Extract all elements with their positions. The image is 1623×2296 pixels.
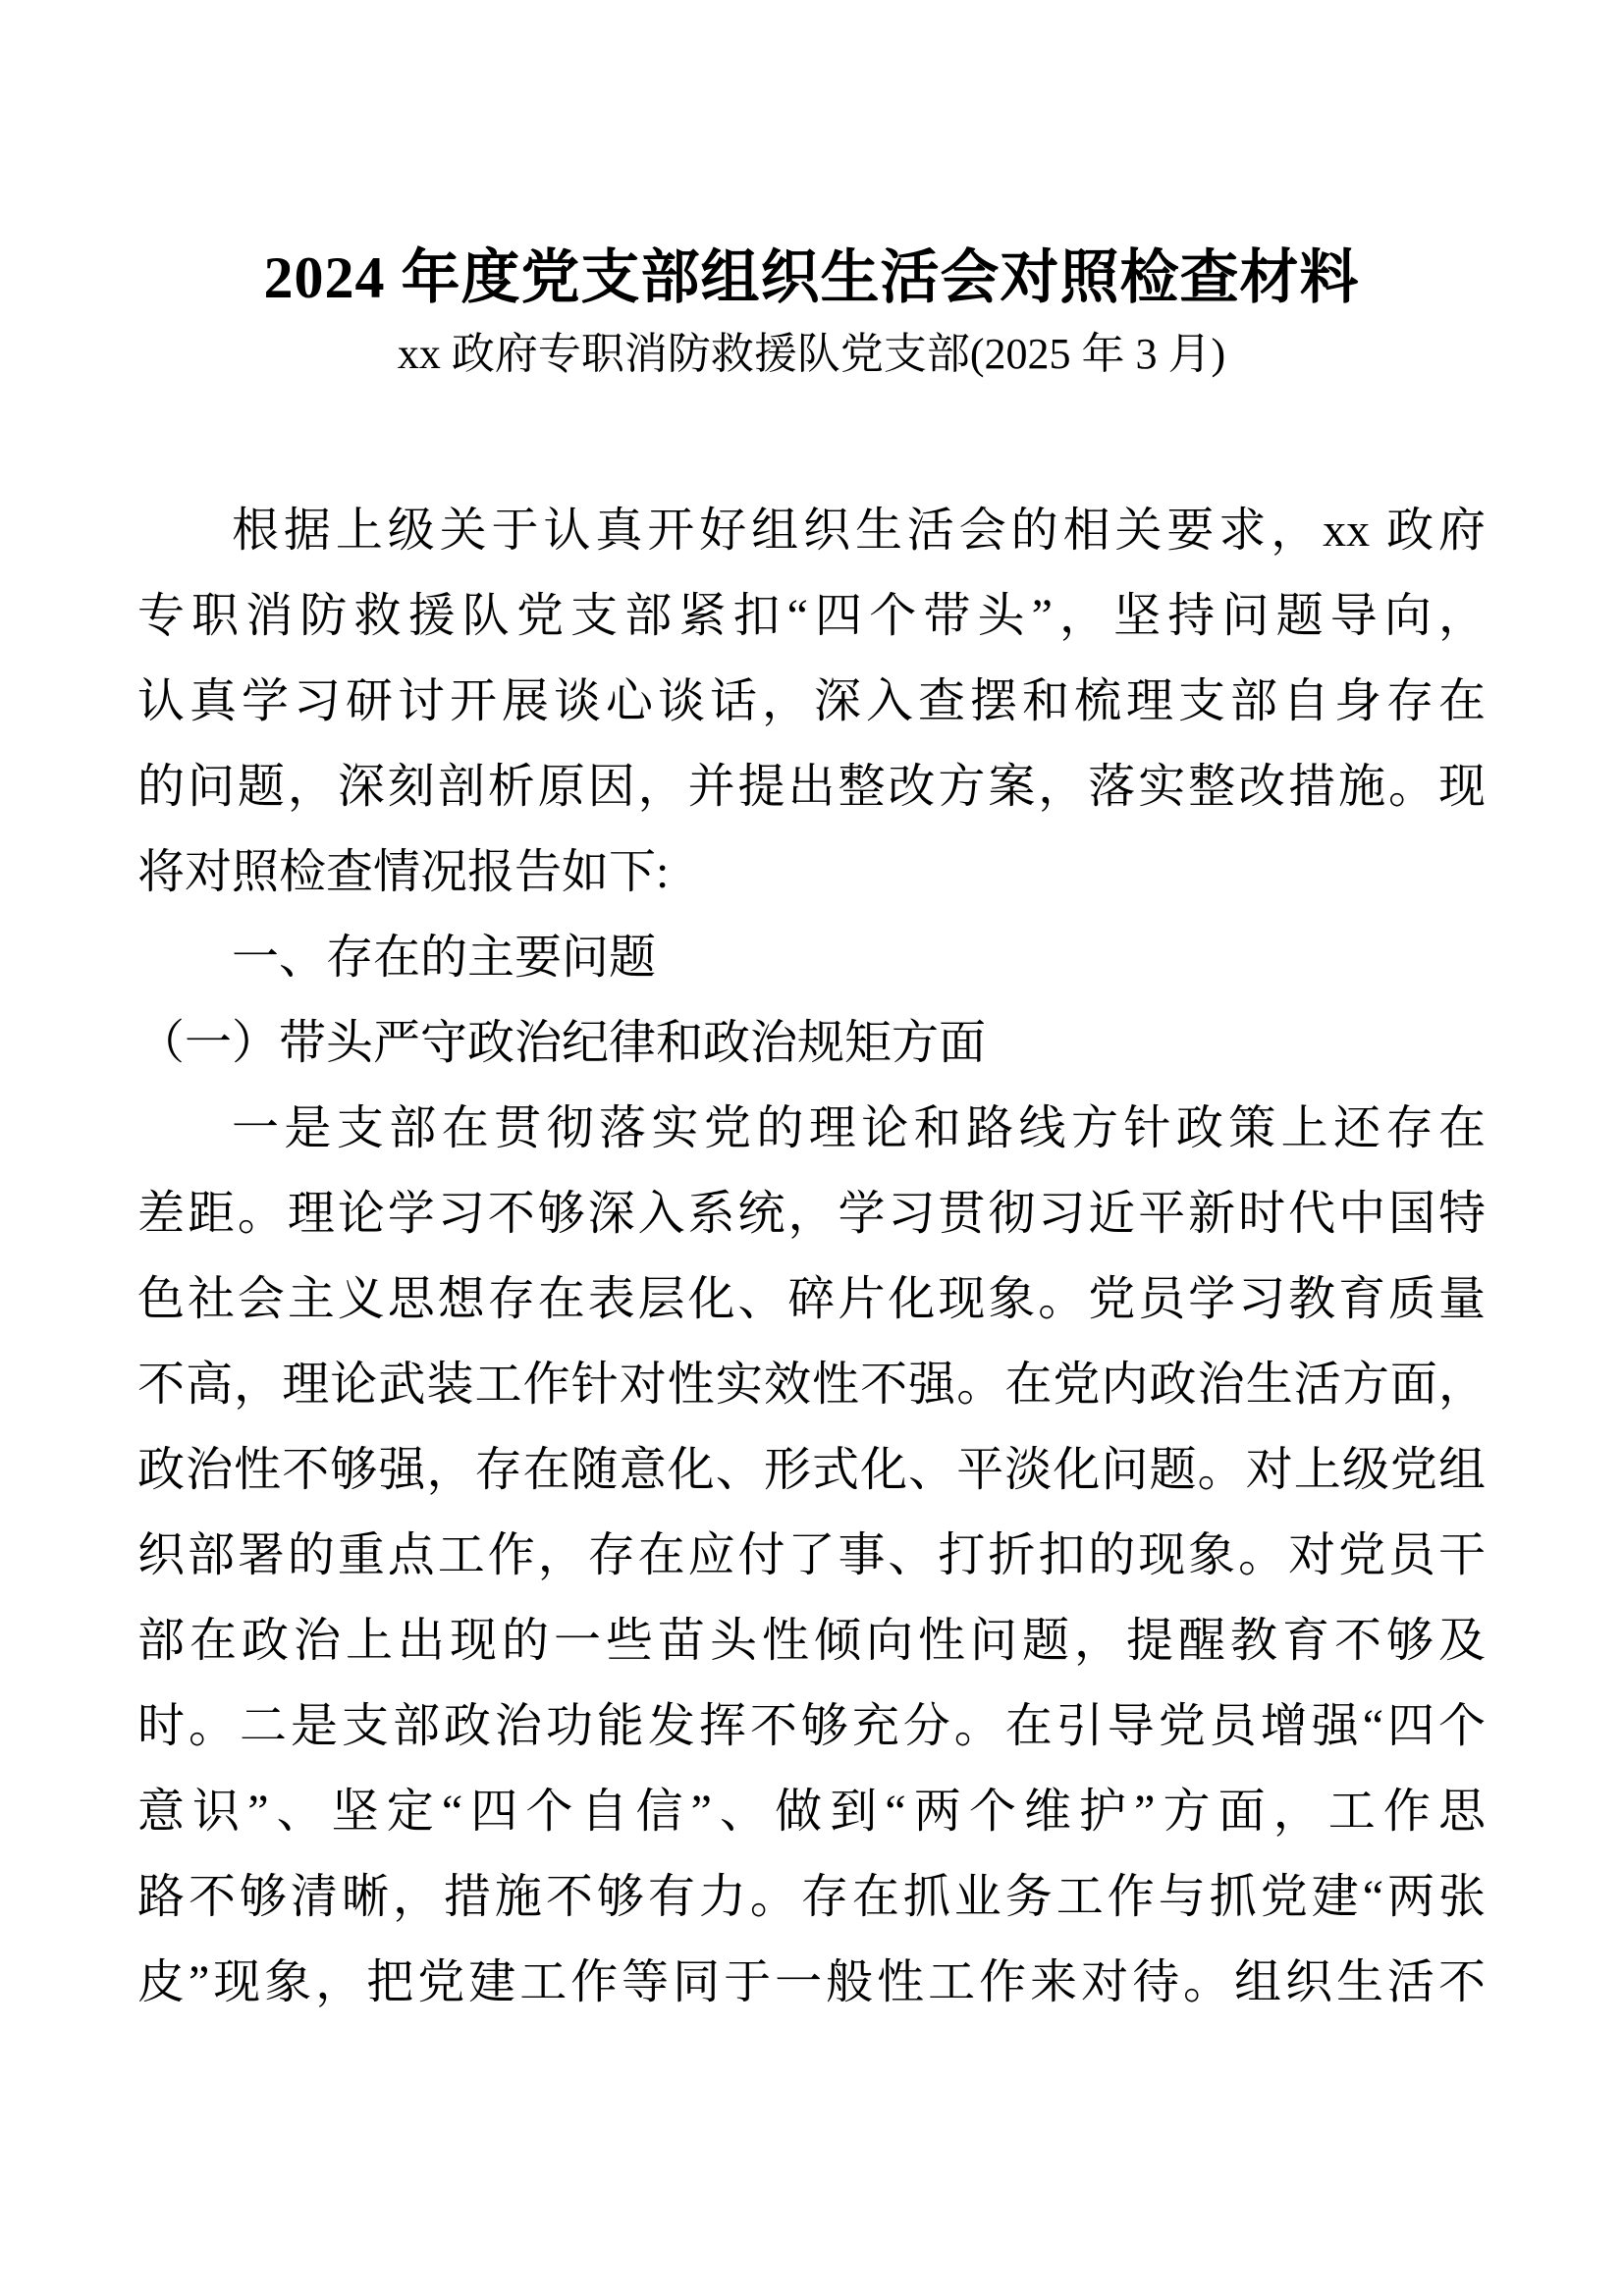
body-line: 根据上级关于认真开好组织生活会的相关要求，xx 政府 — [232, 505, 1486, 557]
body-line: 皮”现象，把党建工作等同于一般性工作来对待。组织生活不 — [137, 1956, 1486, 2008]
body-line: 的问题，深刻剖析原因，并提出整改方案，落实整改措施。现 — [137, 761, 1486, 813]
body-line: 差距。理论学习不够深入系统，学习贯彻习近平新时代中国特 — [137, 1188, 1486, 1240]
body-line: 织部署的重点工作，存在应付了事、打折扣的现象。对党员干 — [137, 1529, 1486, 1581]
document-subtitle: xx 政府专职消防救援队党支部(2025 年 3 月) — [397, 330, 1226, 378]
body-line: 色社会主义思想存在表层化、碎片化现象。党员学习教育质量 — [137, 1273, 1486, 1325]
body-line: 意识”、坚定“四个自信”、做到“两个维护”方面，工作思 — [137, 1786, 1486, 1838]
body-line: 政治性不够强，存在随意化、形式化、平淡化问题。对上级党组 — [137, 1444, 1486, 1496]
body-line: 认真学习研讨开展谈心谈话，深入查摆和梳理支部自身存在 — [137, 675, 1486, 727]
body-line: 路不够清晰，措施不够有力。存在抓业务工作与抓党建“两张 — [137, 1871, 1486, 1923]
body-line: 不高，理论武装工作针对性实效性不强。在党内政治生活方面， — [137, 1359, 1486, 1411]
body-line: 时。二是支部政治功能发挥不够充分。在引导党员增强“四个 — [137, 1700, 1486, 1752]
body-line: 将对照检查情况报告如下: — [137, 846, 670, 898]
body-line: 部在政治上出现的一些苗头性倾向性问题，提醒教育不够及 — [137, 1615, 1486, 1667]
document-body — [137, 488, 1486, 2025]
document-title: 2024 年度党支部组织生活会对照检查材料 — [263, 245, 1360, 310]
subsection-heading: （一）带头严守政治纪律和政治规矩方面 — [137, 1017, 987, 1069]
section-heading: 一、存在的主要问题 — [232, 932, 657, 984]
body-line: 专职消防救援队党支部紧扣“四个带头”，坚持问题导向， — [137, 590, 1486, 642]
body-line: 一是支部在贯彻落实党的理论和路线方针政策上还存在 — [232, 1102, 1486, 1154]
